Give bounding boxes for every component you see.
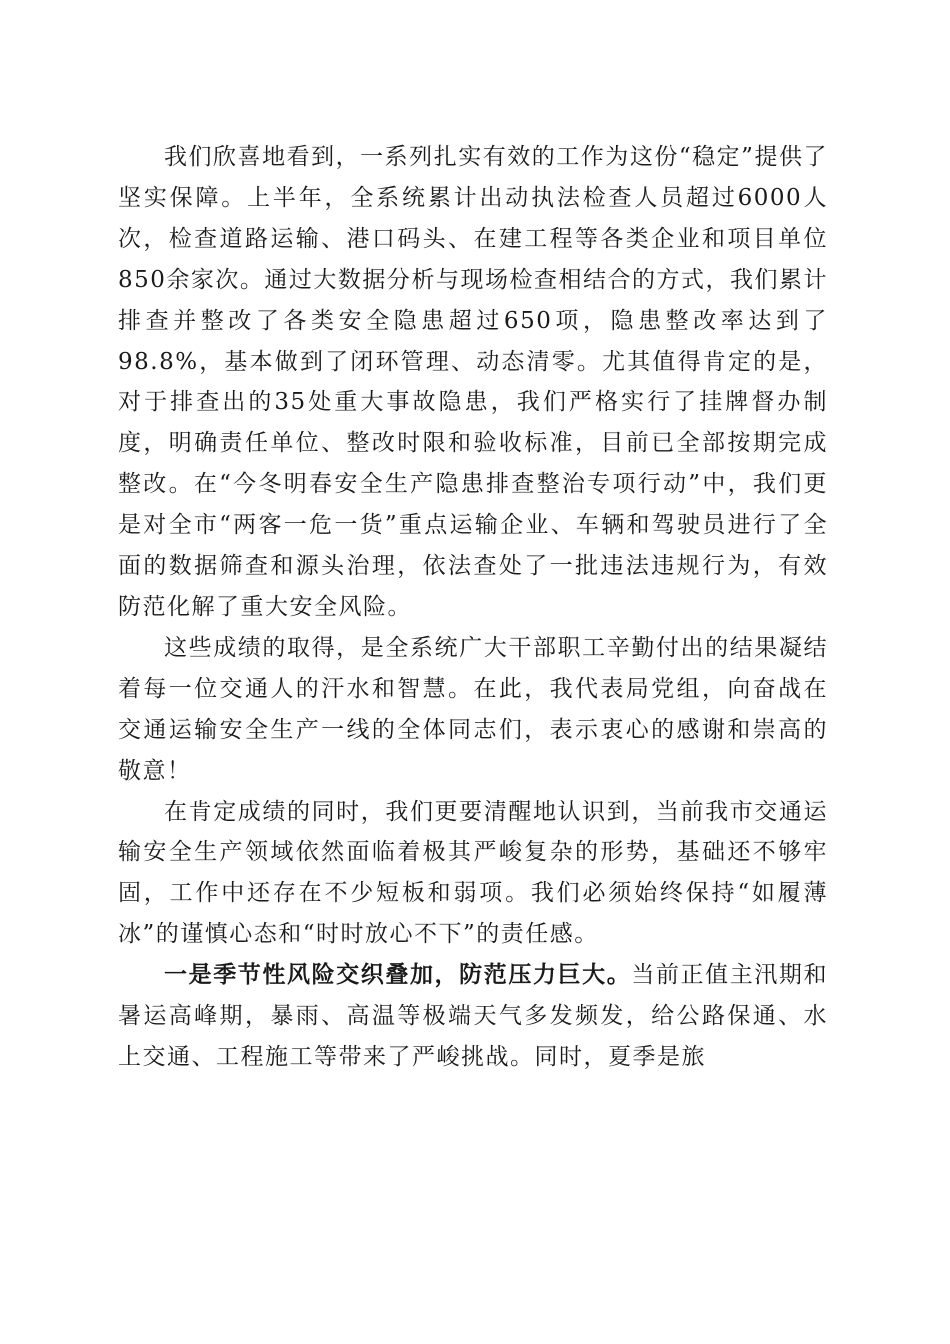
paragraph-text: 在肯定成绩的同时，我们更要清醒地认识到，当前我市交通运输安全生产领域依然面临着极其严峻复杂的形势，基础还不够牢固，工作中还存在不少短板和弱项。我们必须始终保持“如履薄冰”的谨慎心态和“时时放心不下”的责任感。 xyxy=(118,798,828,948)
paragraph-thanks xyxy=(118,628,828,792)
paragraph-seasonal-risk xyxy=(118,955,828,1078)
paragraph-lead-heading: 一是季节性风险交织叠加，防范压力巨大。 xyxy=(164,961,632,989)
paragraph-achievements xyxy=(118,137,828,628)
paragraph-text: 我们欣喜地看到，一系列扎实有效的工作为这份“稳定”提供了坚实保障。上半年，全系统累计出动执法检查人员超过6000人次，检查道路运输、港口码头、在建工程等各类企业和项目单位850余家次。通过大数据分析与现场检查相结合的方式，我们累计排查并整改了各类安全隐患超过650项，隐患整改率达到了98.8%，基本做到了闭环管理、动态清零。尤其值得肯定的是，对于排查出的35处重大事故隐患，我们严格实行了挂牌督办制度，明确责任单位、整改时限和验收标准，目前已全部按期完成整改。在“今冬明春安全生产隐患排查整治专项行动”中，我们更是对全市“两客一危一货”重点运输企业、车辆和驾驶员进行了全面的数据筛查和源头治理，依法查处了一批违法违规行为，有效防范化解了重大安全风险。 xyxy=(118,144,828,620)
paragraph-situation xyxy=(118,792,828,956)
paragraph-text: 当前正值主汛期和暑运高峰期，暴雨、高温等极端天气多发频发，给公路保通、水上交通、工程施工等带来了严峻挑战。同时，夏季是旅 xyxy=(118,962,829,1070)
document-body xyxy=(118,137,828,1078)
paragraph-text: 这些成绩的取得，是全系统广大干部职工辛勤付出的结果凝结着每一位交通人的汗水和智慧。在此，我代表局党组，向奋战在交通运输安全生产一线的全体同志们，表示衷心的感谢和崇高的敬意！ xyxy=(118,634,828,784)
